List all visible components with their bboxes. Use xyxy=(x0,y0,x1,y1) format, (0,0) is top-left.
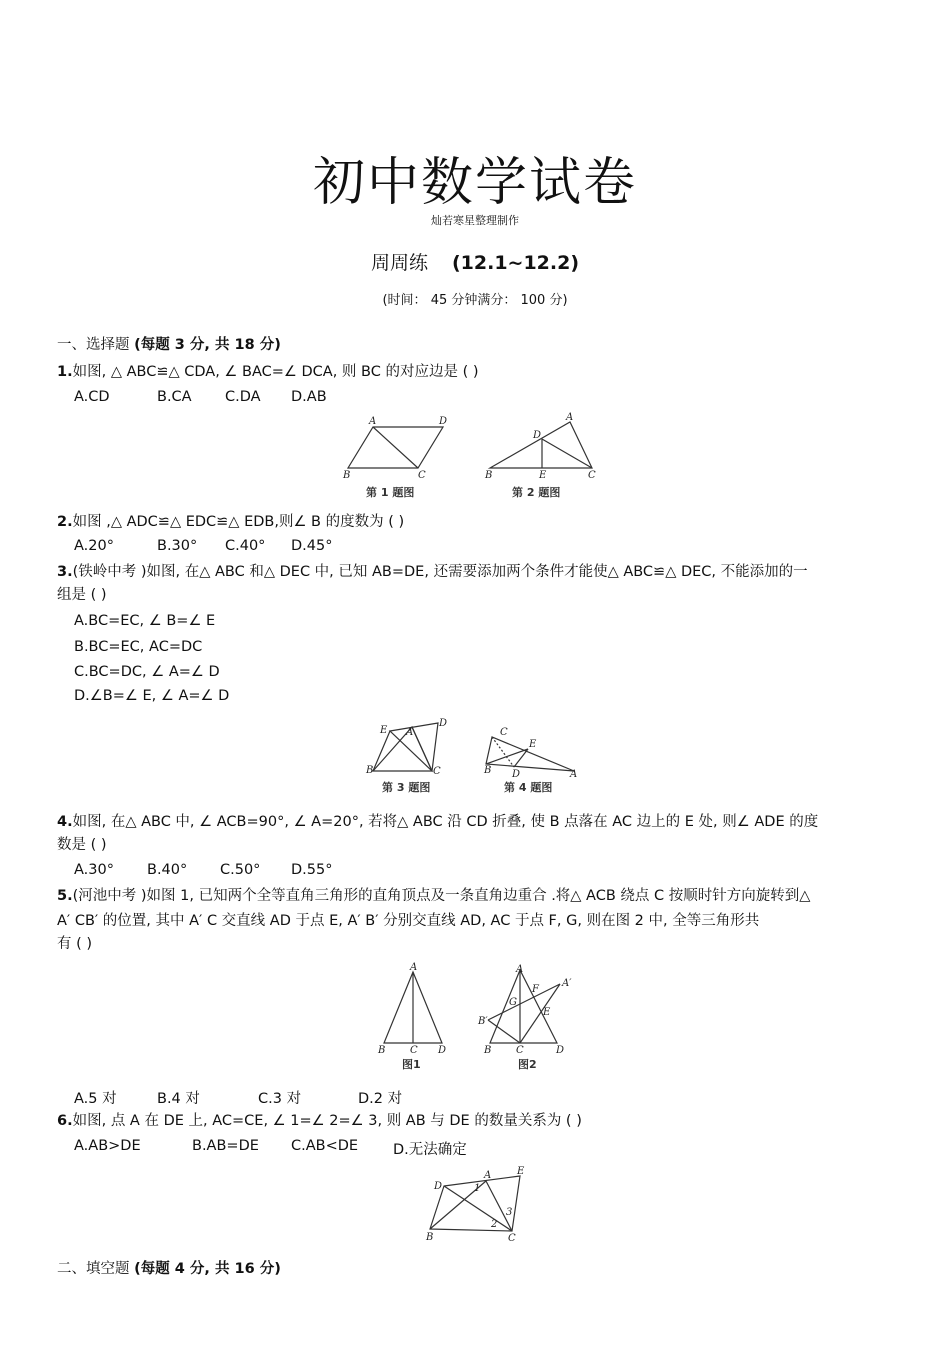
question-6 xyxy=(57,1110,582,1133)
page-title: 初中数学试卷 xyxy=(312,153,637,213)
q3-option-b: B.BC=EC, AC=DC xyxy=(74,639,203,655)
q4-option-c: C.50° xyxy=(220,862,261,878)
svg-text:E: E xyxy=(517,1166,525,1177)
q1-option-c: C.DA xyxy=(225,389,261,405)
svg-text:E: E xyxy=(543,1007,551,1018)
page-subtitle: 灿若寒星整理制作 xyxy=(431,214,519,227)
svg-text:B: B xyxy=(485,470,493,481)
question-5-line3: 有 ( ) xyxy=(57,936,93,952)
question-5-line2: A′ CB′ 的位置, 其中 A′ C 交直线 AD 于点 E, A′ B′ 分别交直线 AD, AC 于点 F, G, 则在图 2 中, 全等三角形共 xyxy=(57,913,760,929)
svg-text:A: A xyxy=(406,727,414,738)
q3-option-a: A.BC=EC, ∠ B=∠ E xyxy=(74,613,216,629)
svg-text:B: B xyxy=(484,765,492,776)
figure-2 xyxy=(484,412,596,499)
figures-q1-q2 xyxy=(330,410,620,508)
svg-text:C: C xyxy=(410,1045,418,1056)
svg-text:A: A xyxy=(410,962,418,973)
time-info: (时间： 45 分钟满分： 100 分) xyxy=(382,293,568,308)
q5-option-c: C.3 对 xyxy=(258,1091,302,1107)
q2-option-a: A.20° xyxy=(74,538,114,554)
q6-option-d: D.无法确定 xyxy=(393,1142,467,1158)
question-5-number: 5. xyxy=(57,888,73,904)
q2-option-b: B.30° xyxy=(157,538,198,554)
section1-heading-points: (每题 3 分, 共 18 分) xyxy=(134,337,281,353)
q1-option-b: B.CA xyxy=(157,389,192,405)
figure-5-1 xyxy=(377,962,446,1071)
q5-option-a: A.5 对 xyxy=(74,1091,117,1107)
question-3 xyxy=(57,561,808,584)
figure-3 xyxy=(365,718,447,794)
q4-option-d: D.55° xyxy=(291,862,333,878)
svg-text:E: E xyxy=(380,725,388,736)
svg-text:C: C xyxy=(516,1045,524,1056)
svg-text:B: B xyxy=(378,1045,386,1056)
svg-text:D: D xyxy=(438,1045,447,1056)
figure-6 xyxy=(420,1165,540,1245)
figure-5-1-caption: 图1 xyxy=(402,1058,421,1071)
question-4 xyxy=(57,811,818,834)
figure-1 xyxy=(342,416,447,499)
svg-text:E: E xyxy=(539,470,547,481)
svg-text:A: A xyxy=(484,1170,492,1181)
q6-option-a: A.AB>DE xyxy=(74,1138,141,1154)
q6-option-b: B.AB=DE xyxy=(192,1138,259,1154)
svg-text:D: D xyxy=(434,1181,443,1192)
svg-text:A: A xyxy=(566,412,574,423)
weekly-label: 周周练 xyxy=(370,252,428,274)
question-5 xyxy=(57,885,810,908)
svg-text:C: C xyxy=(418,470,426,481)
svg-text:2: 2 xyxy=(491,1219,498,1230)
section2-heading xyxy=(57,1258,281,1281)
question-3-number: 3. xyxy=(57,564,73,580)
svg-text:D: D xyxy=(556,1045,565,1056)
question-6-text: 如图, 点 A 在 DE 上, AC=CE, ∠ 1=∠ 2=∠ 3, 则 AB 与 DE 的数量关系为 ( ) xyxy=(72,1113,582,1129)
svg-text:B: B xyxy=(484,1045,492,1056)
figures-q5 xyxy=(370,960,590,1078)
figure-3-caption: 第 3 题图 xyxy=(382,781,431,794)
section2-heading-prefix: 二、填空题 xyxy=(57,1261,135,1277)
svg-text:B: B xyxy=(366,765,374,776)
question-1-number: 1. xyxy=(57,364,73,380)
question-6-number: 6. xyxy=(57,1113,73,1129)
question-4-line2: 数是 ( ) xyxy=(57,837,107,853)
question-4-number: 4. xyxy=(57,814,73,830)
section1-heading xyxy=(57,334,281,357)
svg-text:A′: A′ xyxy=(562,978,572,989)
question-1 xyxy=(57,361,479,384)
svg-text:B: B xyxy=(426,1232,434,1243)
figure-1-caption: 第 1 题图 xyxy=(366,486,415,499)
figure-5-2 xyxy=(477,964,572,1071)
question-5-line1: (河池中考 )如图 1, 已知两个全等直角三角形的直角顶点及一条直角边重合 .将△ ACB 绕点 C 按顺时针方向旋转到△ xyxy=(72,888,811,904)
figure-4-caption: 第 4 题图 xyxy=(504,781,553,794)
question-1-text: 如图, △ ABC≌△ CDA, ∠ BAC=∠ DCA, 则 BC 的对应边是 ( ) xyxy=(72,364,479,380)
question-2-number: 2. xyxy=(57,514,73,530)
figure-2-caption: 第 2 题图 xyxy=(512,486,561,499)
svg-text:D: D xyxy=(439,416,448,427)
q3-option-c: C.BC=DC, ∠ A=∠ D xyxy=(74,664,220,680)
question-4-line1: 如图, 在△ ABC 中, ∠ ACB=90°, ∠ A=20°, 若将△ ABC 沿 CD 折叠, 使 B 点落在 AC 边上的 E 处, 则∠ ADE 的度 xyxy=(72,814,819,830)
svg-text:D: D xyxy=(512,769,521,780)
q4-option-b: B.40° xyxy=(147,862,188,878)
q1-option-a: A.CD xyxy=(74,389,110,405)
q3-option-d: D.∠B=∠ E, ∠ A=∠ D xyxy=(74,688,230,704)
svg-text:A: A xyxy=(570,769,578,780)
svg-text:A: A xyxy=(516,964,524,975)
svg-text:D: D xyxy=(533,430,542,441)
section1-heading-prefix: 一、选择题 xyxy=(57,337,135,353)
figures-q3-q4 xyxy=(360,715,590,800)
figure-4 xyxy=(483,727,577,794)
question-2 xyxy=(57,511,404,534)
svg-text:3: 3 xyxy=(506,1207,513,1218)
question-3-line1: (铁岭中考 )如图, 在△ ABC 和△ DEC 中, 已知 AB=DE, 还需要添加两个条件才能使△ ABC≌△ DEC, 不能添加的一 xyxy=(72,564,808,580)
svg-text:F: F xyxy=(532,984,539,995)
q5-option-b: B.4 对 xyxy=(157,1091,200,1107)
section2-heading-points: (每题 4 分, 共 16 分) xyxy=(134,1261,281,1277)
svg-text:B: B xyxy=(343,470,351,481)
weekly-range: (12.1~12.2) xyxy=(451,252,580,274)
svg-text:C: C xyxy=(588,470,596,481)
svg-text:A: A xyxy=(369,416,377,427)
figure-5-2-caption: 图2 xyxy=(518,1058,537,1071)
q4-option-a: A.30° xyxy=(74,862,114,878)
svg-text:B′: B′ xyxy=(478,1016,488,1027)
question-3-line2: 组是 ( ) xyxy=(57,587,107,603)
svg-text:C: C xyxy=(500,727,508,738)
q5-option-d: D.2 对 xyxy=(358,1091,403,1107)
svg-text:E: E xyxy=(529,739,537,750)
weekly-heading xyxy=(0,248,950,275)
svg-text:C: C xyxy=(433,766,441,777)
svg-text:1: 1 xyxy=(474,1183,481,1194)
q2-option-c: C.40° xyxy=(225,538,266,554)
svg-text:C: C xyxy=(508,1233,516,1244)
q2-option-d: D.45° xyxy=(291,538,333,554)
question-2-text: 如图 ,△ ADC≌△ EDC≌△ EDB,则∠ B 的度数为 ( ) xyxy=(72,514,405,530)
svg-text:G: G xyxy=(509,997,517,1008)
q1-option-d: D.AB xyxy=(291,389,327,405)
svg-text:D: D xyxy=(439,718,448,729)
q6-option-c: C.AB<DE xyxy=(291,1138,359,1154)
